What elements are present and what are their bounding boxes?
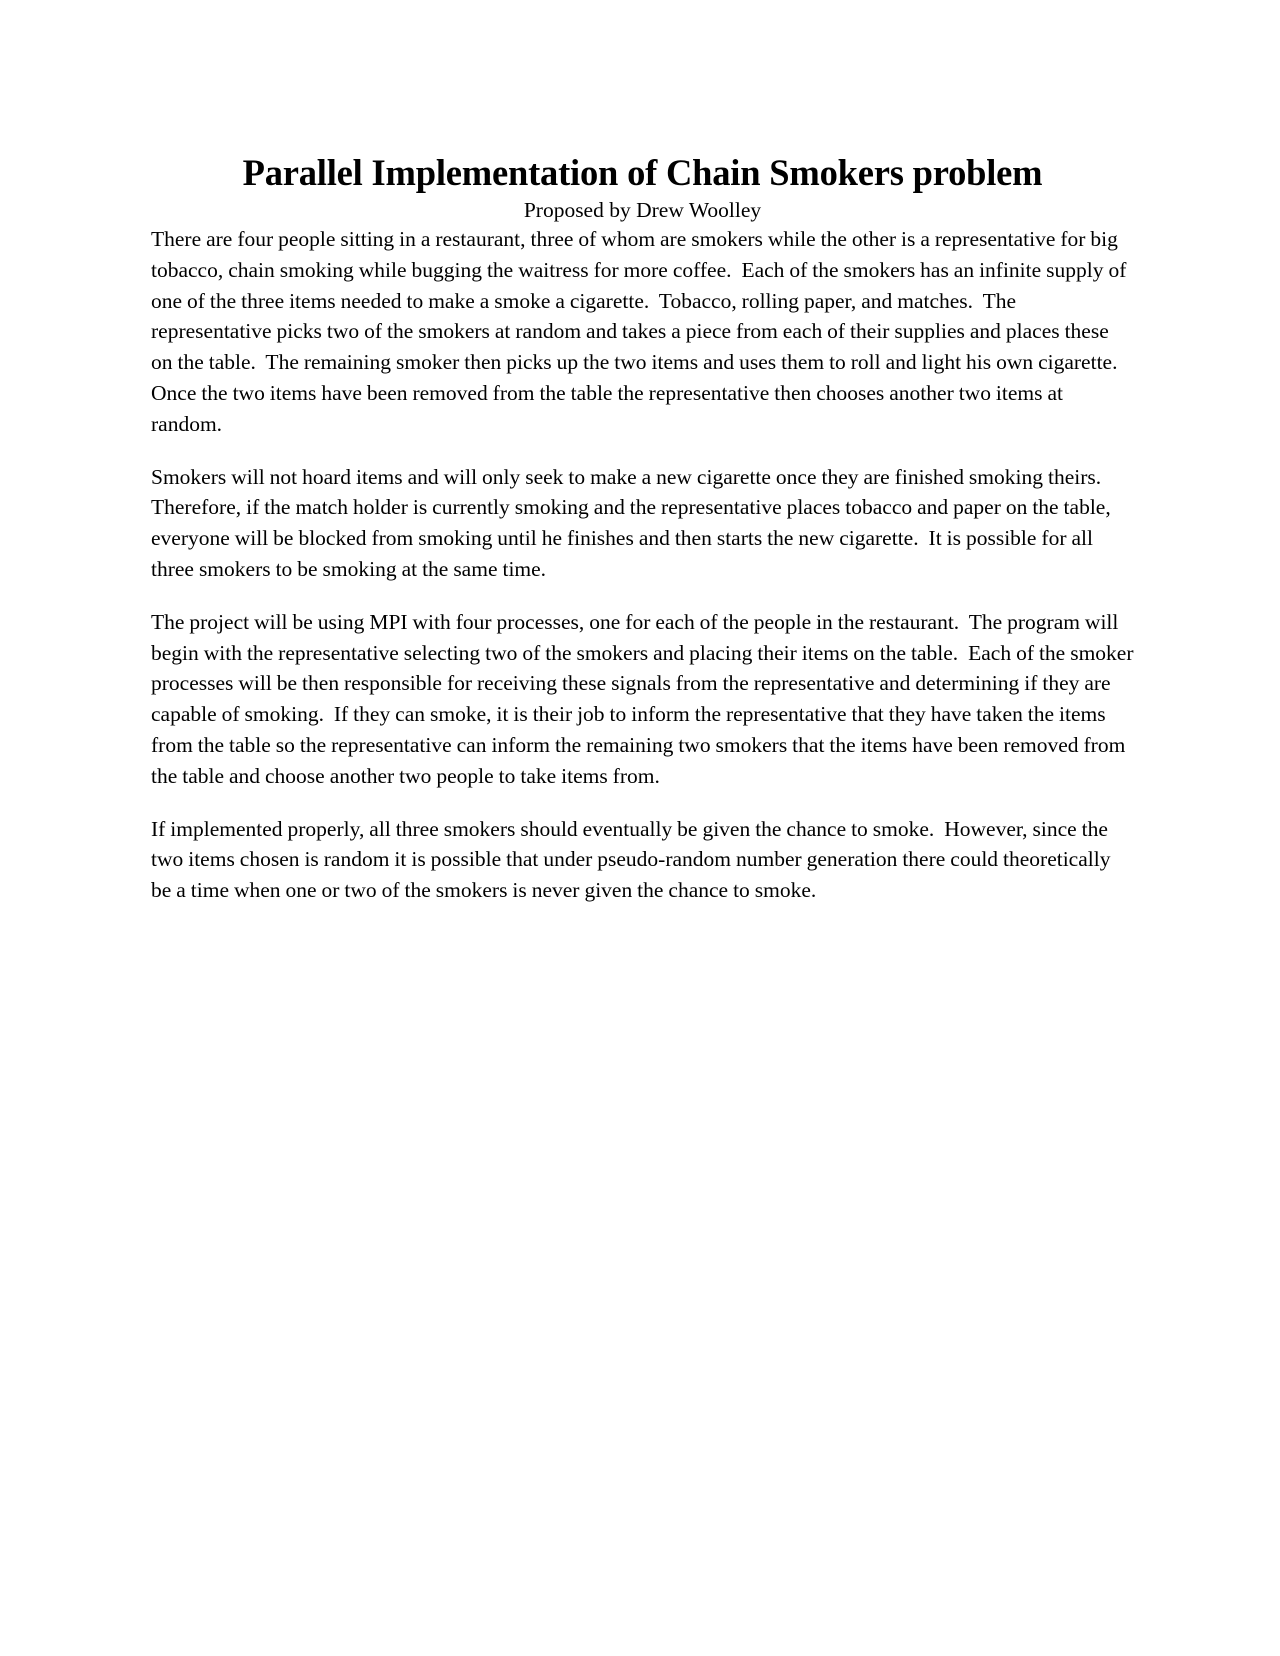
paragraph: Smokers will not hoard items and will only seek to make a new cigarette once they are finished smoking theirs. Therefore, if the match holder is currently smoking and the representative places tobacco and paper on the table, everyone will be blocked from smoking until he finishes and then starts the new cigarette. It is possible for all three smokers to be smoking at the same time. [151,464,1116,581]
document-byline: Proposed by Drew Woolley [523,198,762,222]
paragraph: If implemented properly, all three smokers should eventually be given the chance to smoke. However, since the two items chosen is random it is possible that under pseudo-random number generation there could theoretically be a time when one or two of the smokers is never given the chance to smoke. [151,816,1116,903]
document-body [151,150,1139,928]
paragraph: The project will be using MPI with four processes, one for each of the people in the restaurant. The program will begin with the representative selecting two of the smokers and placing their items on the table. Each of the smoker processes will be then responsible for receiving these signals from the representative and determining if they are capable of smoking. If they can smoke, it is their job to inform the representative that they have taken the items from the table so the representative can inform the remaining two smokers that the items have been removed from the table and choose another two people to take items from. [151,609,1139,788]
paragraph: There are four people sitting in a restaurant, three of whom are smokers while the other is a representative for big tobacco, chain smoking while bugging the waitress for more coffee. Each of the smokers has an infinite supply of one of the three items needed to make a smoke a cigarette. Tobacco, rolling paper, and matches. The representative picks two of the smokers at random and takes a piece from each of their supplies and places these on the table. The remaining smoker then picks up the two items and uses them to roll and light his own cigarette. Once the two items have been removed from the table the representative then chooses another two items at random. [151,227,1132,436]
document-title: Parallel Implementation of Chain Smokers problem [242,152,1043,193]
